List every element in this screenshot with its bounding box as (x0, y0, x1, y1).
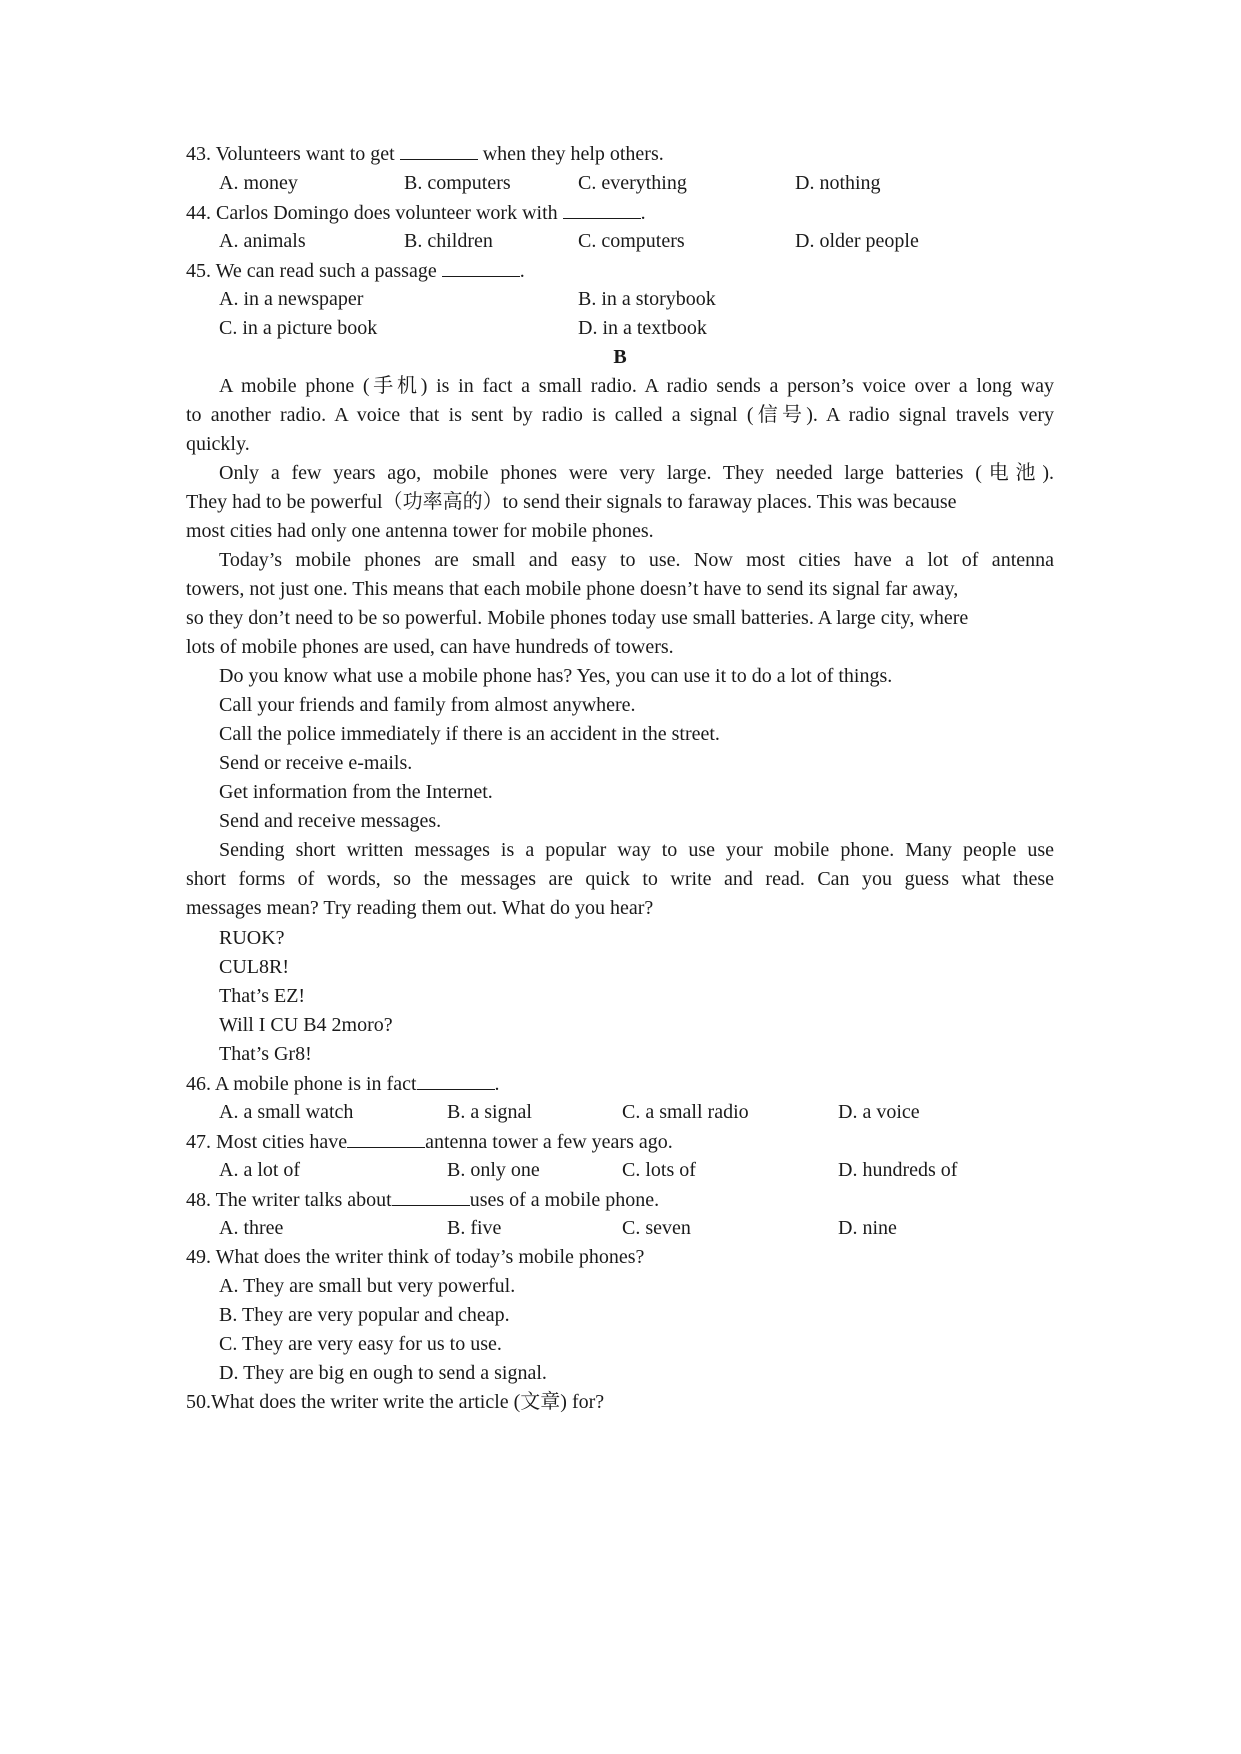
option-b: B. five (447, 1217, 502, 1239)
question-text: 46. A mobile phone is in fact (186, 1073, 417, 1095)
question-text: antenna tower a few years ago. (425, 1131, 673, 1153)
question-45 (186, 258, 1054, 283)
option-b: B. children (404, 230, 493, 252)
question-text: 44. Carlos Domingo does volunteer work with (186, 202, 563, 224)
message-item: Will I CU B4 2moro? (219, 1014, 393, 1036)
passage-line: They had to be powerful（功率高的）to send their signals to faraway places. This was because (186, 491, 957, 513)
option-c: C. a small radio (622, 1101, 749, 1123)
passage-line: Only a few years ago, mobile phones were very large. They needed large batteries (电池). (219, 462, 1054, 484)
question-47 (186, 1129, 1054, 1154)
option-d: D. nothing (795, 172, 881, 194)
question-50: 50.What does the writer write the article (文章) for? (186, 1391, 605, 1413)
option-c: C. computers (578, 230, 685, 252)
question-44 (186, 200, 1054, 225)
option-c: C. lots of (622, 1159, 696, 1181)
option-a: A. three (219, 1217, 284, 1239)
message-item: That’s EZ! (219, 985, 306, 1007)
answer-blank (392, 1187, 470, 1206)
passage-line: lots of mobile phones are used, can have hundreds of towers. (186, 636, 674, 658)
passage-line: most cities had only one antenna tower for mobile phones. (186, 520, 654, 542)
option-a: A. in a newspaper (219, 288, 364, 310)
answer-blank (400, 141, 478, 160)
question-48 (186, 1187, 1054, 1212)
use-item: Get information from the Internet. (219, 781, 493, 803)
answer-blank (563, 200, 641, 219)
passage-line: Sending short written messages is a popular way to use your mobile phone. Many people use (219, 839, 1054, 861)
passage-line: towers, not just one. This means that each mobile phone doesn’t have to send its signal far away, (186, 578, 959, 600)
option-d: D. older people (795, 230, 919, 252)
question-text: 47. Most cities have (186, 1131, 348, 1153)
option-c: C. everything (578, 172, 687, 194)
option-b: B. computers (404, 172, 511, 194)
option-a: A. a small watch (219, 1101, 354, 1123)
passage-line: to another radio. A voice that is sent by radio is called a signal (信号). A radio signal travels very (186, 404, 1054, 426)
option-c: C. seven (622, 1217, 691, 1239)
option-c: C. They are very easy for us to use. (219, 1333, 502, 1355)
section-title: B (613, 346, 627, 368)
question-text: when they help others. (477, 143, 664, 165)
option-d: D. nine (838, 1217, 897, 1239)
option-b: B. only one (447, 1159, 540, 1181)
use-item: Send or receive e-mails. (219, 752, 413, 774)
option-d: D. hundreds of (838, 1159, 958, 1181)
passage-line: quickly. (186, 433, 250, 455)
passage-line: Today’s mobile phones are small and easy to use. Now most cities have a lot of antenna (219, 549, 1054, 571)
option-a: A. a lot of (219, 1159, 301, 1181)
passage-line: so they don’t need to be so powerful. Mobile phones today use small batteries. A large city, where (186, 607, 969, 629)
message-item: CUL8R! (219, 956, 289, 978)
use-item: Call the police immediately if there is an accident in the street. (219, 723, 720, 745)
option-a: A. money (219, 172, 298, 194)
question-49: 49. What does the writer think of today’s mobile phones? (186, 1246, 645, 1268)
option-b: B. They are very popular and cheap. (219, 1304, 510, 1326)
passage-line: messages mean? Try reading them out. What do you hear? (186, 897, 654, 919)
option-d: D. a voice (838, 1101, 920, 1123)
option-b: B. a signal (447, 1101, 532, 1123)
option-c: C. in a picture book (219, 317, 378, 339)
question-text: . (640, 202, 646, 224)
passage-line: Do you know what use a mobile phone has? Yes, you can use it to do a lot of things. (219, 665, 893, 687)
question-text: uses of a mobile phone. (469, 1189, 660, 1211)
question-text: 48. The writer talks about (186, 1189, 392, 1211)
answer-blank (417, 1071, 495, 1090)
question-43 (186, 141, 1054, 166)
passage-line: A mobile phone (手机) is in fact a small radio. A radio sends a person’s voice over a long way (219, 375, 1054, 397)
option-d: D. in a textbook (578, 317, 707, 339)
question-text: 43. Volunteers want to get (186, 143, 400, 165)
answer-blank (442, 258, 520, 277)
message-item: RUOK? (219, 927, 285, 949)
option-a: A. They are small but very powerful. (219, 1275, 516, 1297)
answer-blank (347, 1129, 425, 1148)
option-b: B. in a storybook (578, 288, 716, 310)
question-46 (186, 1071, 1054, 1096)
message-item: That’s Gr8! (219, 1043, 312, 1065)
question-text: 45. We can read such a passage (186, 260, 442, 282)
passage-line: short forms of words, so the messages are quick to write and read. Can you guess what these (186, 868, 1054, 890)
option-d: D. They are big en ough to send a signal. (219, 1362, 547, 1384)
question-text: . (494, 1073, 500, 1095)
question-text: . (519, 260, 525, 282)
use-item: Call your friends and family from almost anywhere. (219, 694, 636, 716)
option-a: A. animals (219, 230, 306, 252)
use-item: Send and receive messages. (219, 810, 442, 832)
